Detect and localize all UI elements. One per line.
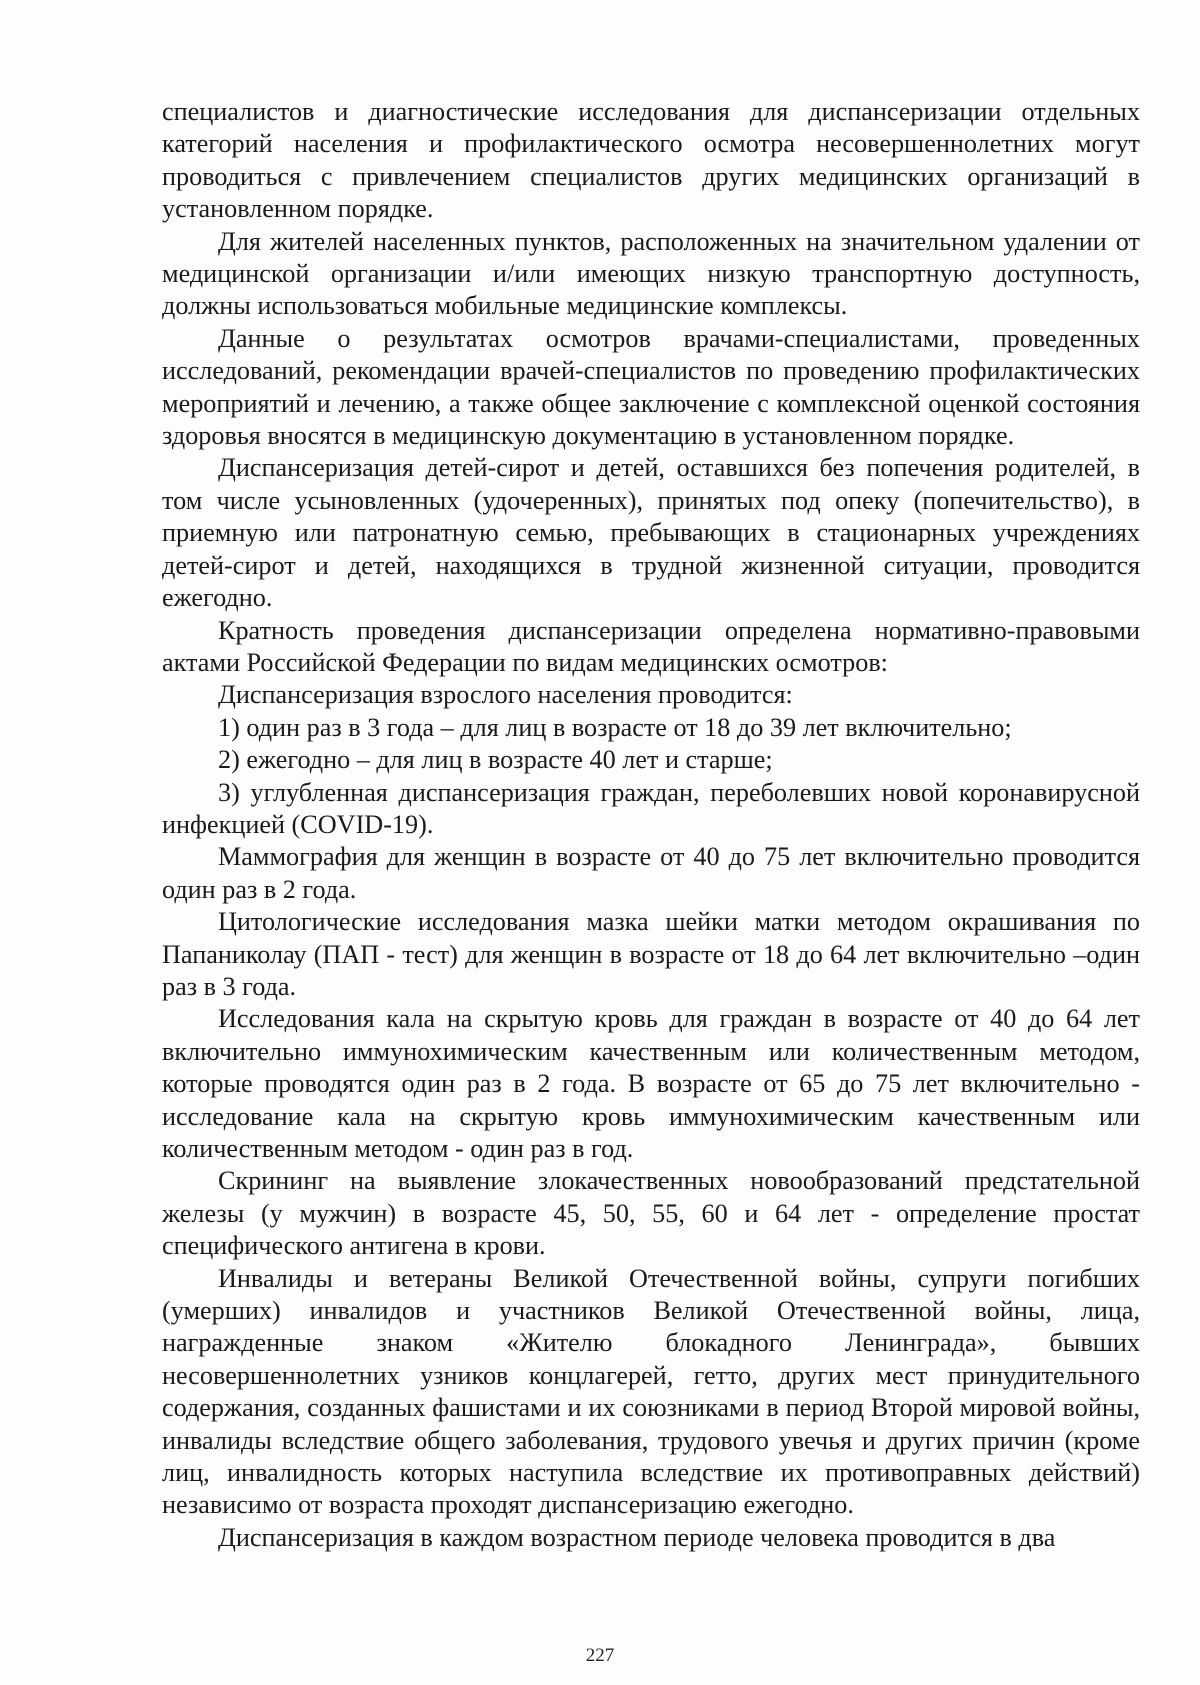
paragraph-cytology: Цитологические исследования мазка шейки матки методом окрашивания по Папаниколау (ПАП - тест) для женщин в возрасте от 18 до 64 лет включительно –один раз в 3 года. (162, 907, 1140, 1001)
paragraph-mobile-complexes: Для жителей населенных пунктов, расположенных на значительном удалении от медицинской организации и/или имеющих низкую транспортную доступность, должны использоваться мобильные медицинские комплексы. (162, 226, 1140, 321)
document-body (162, 96, 1140, 1554)
paragraph-examination-data: Данные о результатах осмотров врачами-специалистами, проведенных исследований, рекомендации врачей-специалистов по проведению профилактических мероприятий и лечению, а также общее заключение с комплексной оценкой состояния здоровья вносятся в медицинскую документацию в установленном порядке. (162, 323, 1140, 451)
paragraph-mammography: Маммография для женщин в возрасте от 40 до 75 лет включительно проводится один раз в 2 года. (162, 842, 1140, 904)
paragraph-frequency: Кратность проведения диспансеризации определена нормативно-правовыми актами Российской Федерации по видам медицинских осмотров: (162, 615, 1140, 677)
list-item-2: 2) ежегодно – для лиц в возрасте 40 лет и старше; (218, 745, 773, 775)
list-item-1: 1) один раз в 3 года – для лиц в возрасте от 18 до 39 лет включительно; (218, 712, 1012, 742)
paragraph-occult-blood: Исследования кала на скрытую кровь для граждан в возрасте от 40 до 64 лет включительно иммунохимическим качественным или количественным методом, которые проводятся один раз в 2 года. В возрасте от 65 до 75 лет включительно - исследование кала на скрытую кровь иммунохимическим качественным или количественным методом - один раз в год. (162, 1004, 1140, 1163)
page-number: 227 (585, 1645, 615, 1666)
paragraph-age-periods: Диспансеризация в каждом возрастном периоде человека проводится в два (218, 1522, 1056, 1552)
paragraph-prostate-screening: Скрининг на выявление злокачественных новообразований предстательной железы (у мужчин) в возрасте 45, 50, 55, 60 и 64 лет - определение простат специфического антигена в крови. (162, 1166, 1140, 1261)
paragraph-orphans-screening: Диспансеризация детей-сирот и детей, оставшихся без попечения родителей, в том числе усыновленных (удочеренных), принятых под опеку (попечительство), в приемную или патронатную семью, пребывающих в стационарных учреждениях детей-сирот и детей, находящихся в трудной жизненной ситуации, проводится ежегодно. (162, 453, 1140, 613)
paragraph-continuation: специалистов и диагностические исследования для диспансеризации отдельных категорий населения и профилактического осмотра несовершеннолетних могут проводиться с привлечением специалистов других медицинских организаций в установленном порядке. (162, 97, 1140, 224)
paragraph-veterans: Инвалиды и ветераны Великой Отечественной войны, супруги погибших (умерших) инвалидов и участников Великой Отечественной войны, лица, награжденные знаком «Жителю блокадного Ленинграда», бывших несовершеннолетних узников концлагерей, гетто, других мест принудительного содержания, созданных фашистами и их союзниками в период Второй мировой войны, инвалиды вследствие общего заболевания, трудового увечья и других причин (кроме лиц, инвалидность которых наступила вследствие их противоправных действий) независимо от возраста проходят диспансеризацию ежегодно. (162, 1263, 1140, 1520)
list-item-3: 3) углубленная диспансеризация граждан, переболевших новой коронавирусной инфекцией (COVID-19). (162, 777, 1140, 839)
paragraph-adult-screening: Диспансеризация взрослого населения проводится: (218, 680, 793, 710)
